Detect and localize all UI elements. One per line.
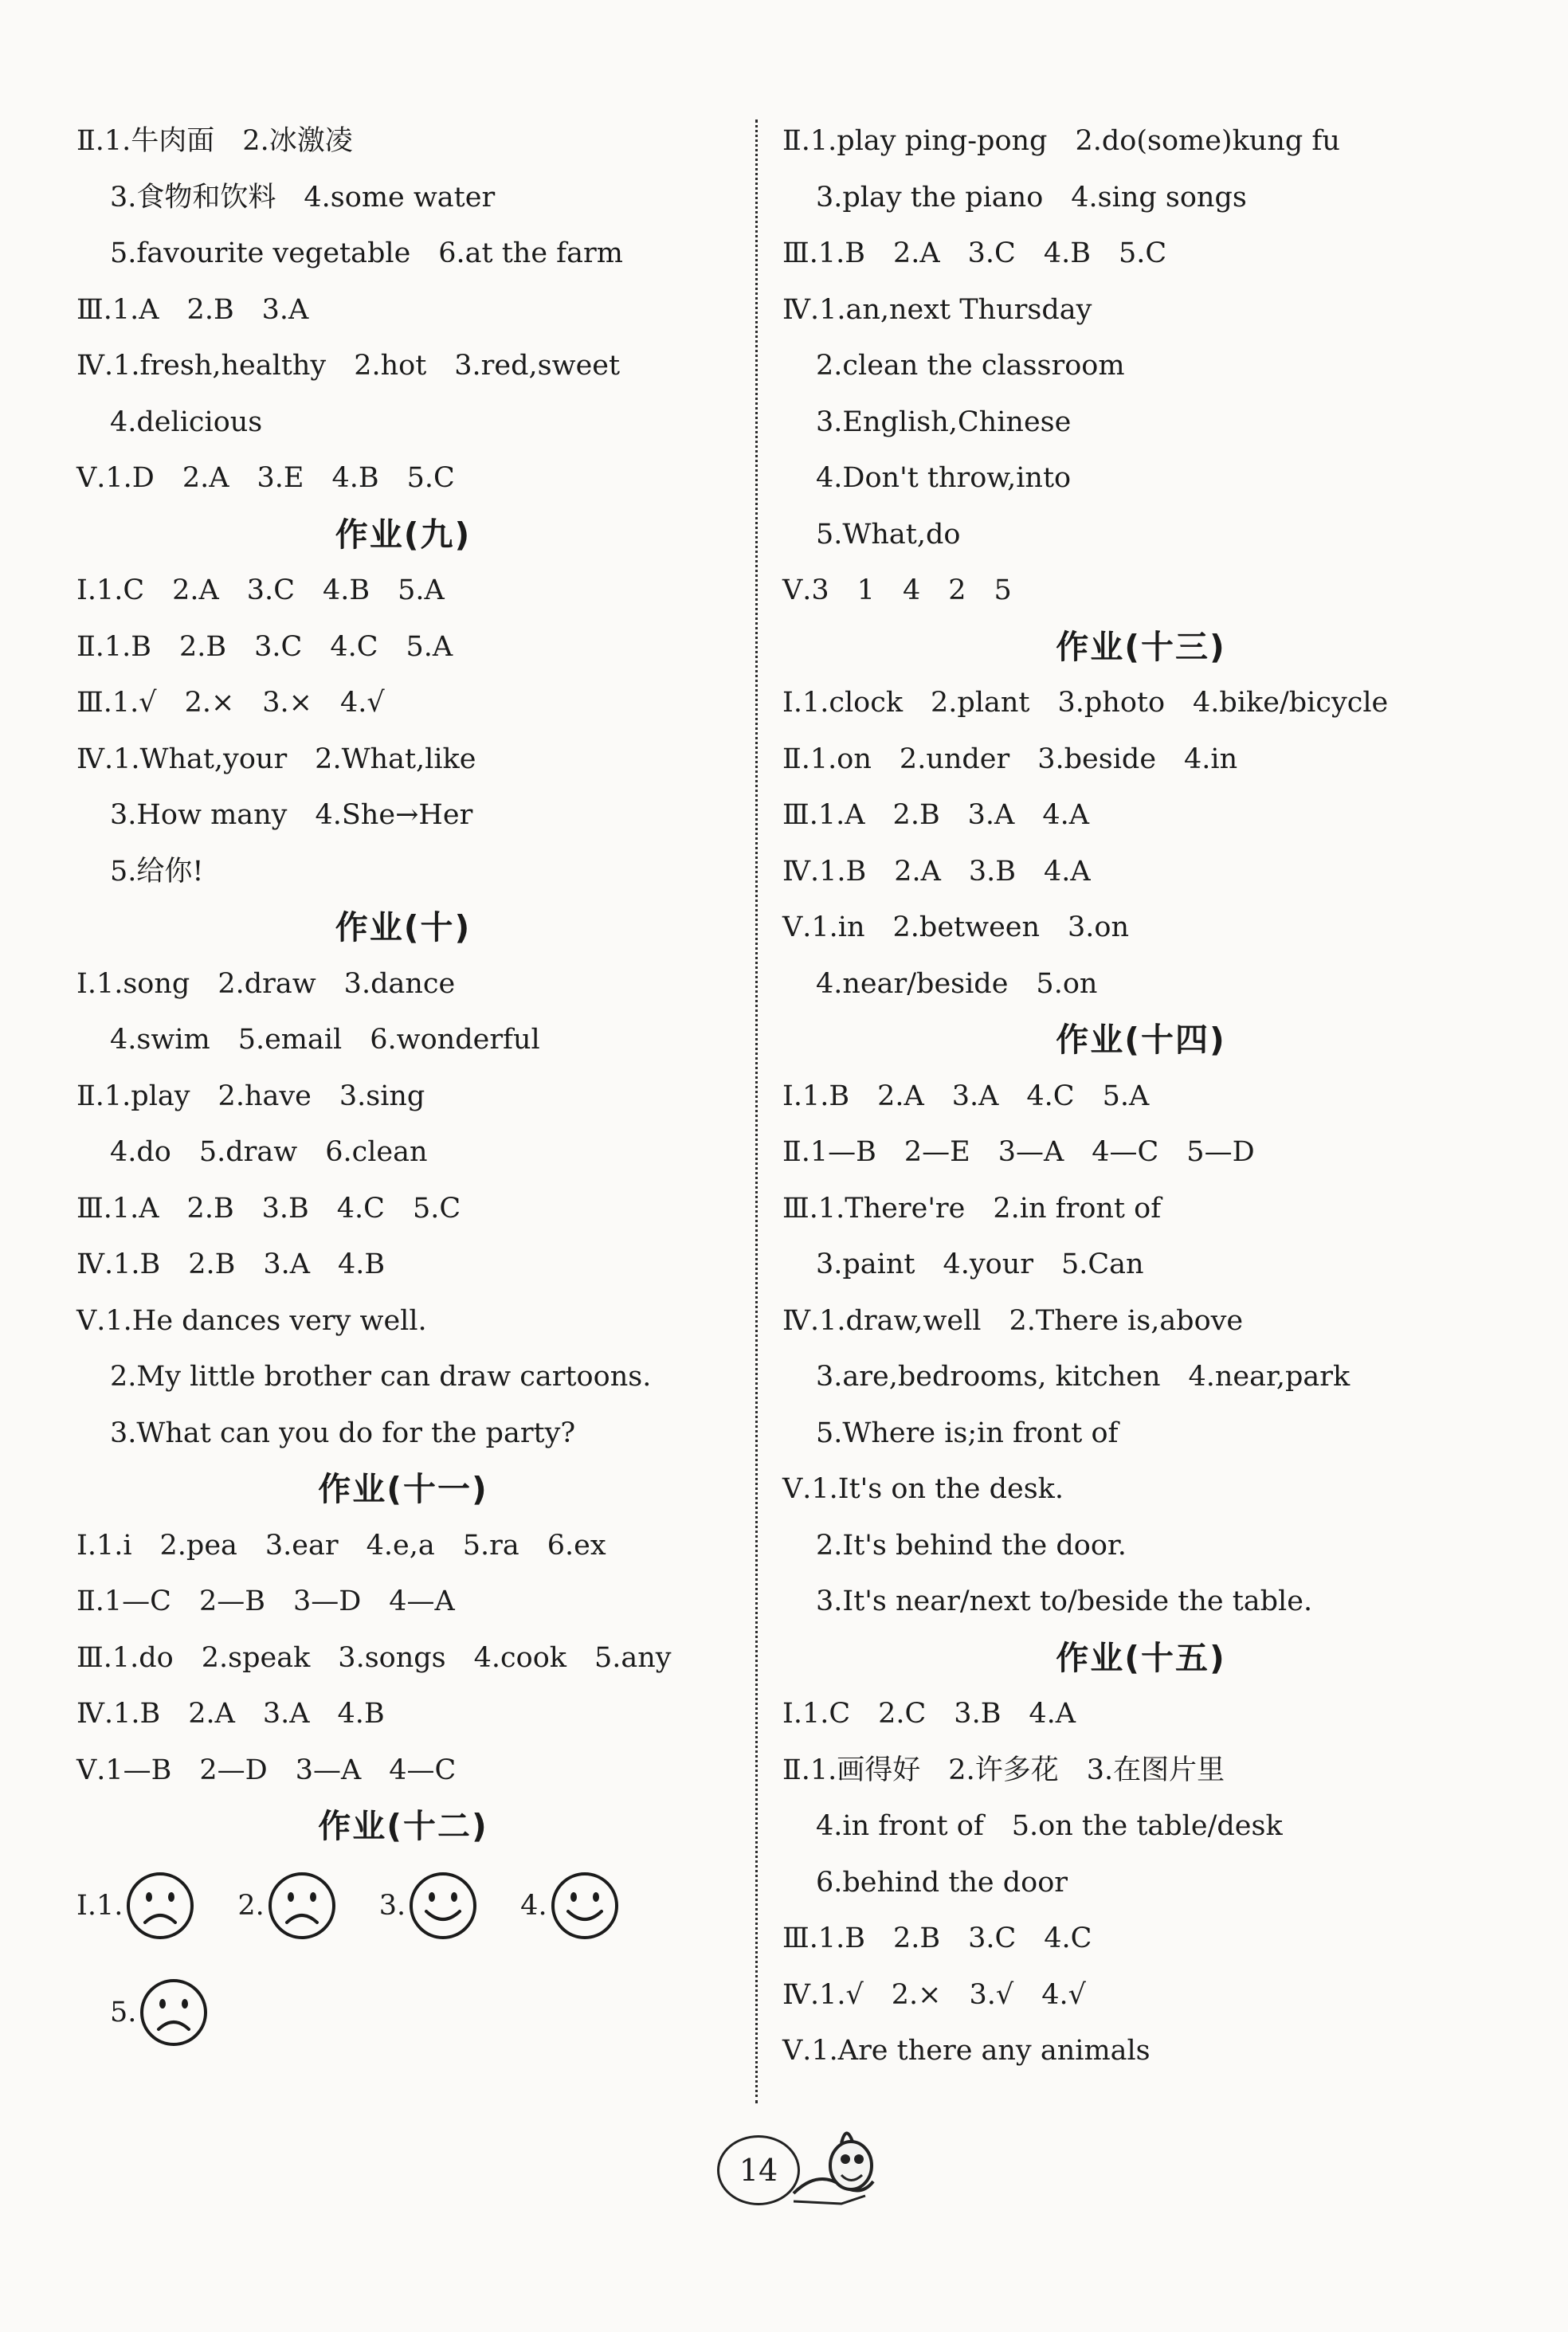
sad-face-icon xyxy=(266,1870,338,1942)
answer-line: Ⅲ.1.A 2.B 3.B 4.C 5.C xyxy=(76,1192,461,1225)
section-title-hw10: 作业(十) xyxy=(335,908,472,947)
answer-line: 4.swim 5.email 6.wonderful xyxy=(110,1024,540,1056)
answer-line: 4.in front of 5.on the table/desk xyxy=(816,1810,1283,1842)
answer-line: 5.Where is;in front of xyxy=(816,1417,1119,1449)
answer-line: 3.It's near/next to/beside the table. xyxy=(816,1585,1313,1617)
answer-line: Ⅰ.1.B 2.A 3.A 4.C 5.A xyxy=(782,1080,1150,1112)
answer-line: Ⅱ.1.牛肉面 2.冰激凌 xyxy=(76,125,353,157)
answer-line: Ⅰ.1.clock 2.plant 3.photo 4.bike/bicycle xyxy=(782,687,1389,719)
answer-line: 2.It's behind the door. xyxy=(816,1529,1127,1562)
answer-line: 3.paint 4.your 5.Can xyxy=(816,1248,1144,1280)
hw15-answers xyxy=(782,1686,1499,2079)
left-column xyxy=(76,113,730,2068)
answer-line: Ⅴ.1.Are there any animals xyxy=(782,2035,1151,2067)
happy-face-icon xyxy=(407,1870,479,1942)
hw12-faces-row xyxy=(76,1957,730,2068)
answer-line: 3.食物和饮料 4.some water xyxy=(110,181,496,214)
answer-line: Ⅲ.1.√ 2.× 3.× 4.√ xyxy=(76,687,385,719)
answer-line: 5.favourite vegetable 6.at the farm xyxy=(110,237,623,269)
answer-line: Ⅱ.1.play 2.have 3.sing xyxy=(76,1080,425,1112)
hw14-answers xyxy=(782,1068,1499,1630)
answer-line: Ⅳ.1.B 2.A 3.B 4.A xyxy=(782,855,1091,888)
answer-line: Ⅲ.1.B 2.B 3.C 4.C xyxy=(782,1922,1092,1954)
answer-line: Ⅰ.1.C 2.C 3.B 4.A xyxy=(782,1698,1076,1730)
answer-line: Ⅰ.1.i 2.pea 3.ear 4.e,a 5.ra 6.ex xyxy=(76,1529,606,1562)
sad-face-icon xyxy=(138,1977,210,2048)
answer-line: Ⅱ.1—C 2—B 3—D 4—A xyxy=(76,1585,455,1617)
hw8-answers xyxy=(76,113,730,507)
answer-line: Ⅴ.1.D 2.A 3.E 4.B 5.C xyxy=(76,462,455,494)
answer-line: Ⅲ.1.There're 2.in front of xyxy=(782,1192,1162,1225)
answer-line: 5.给你! xyxy=(110,855,204,888)
answer-line: Ⅴ.1.in 2.between 3.on xyxy=(782,911,1130,943)
page-number: 14 xyxy=(717,2135,800,2205)
answer-line: Ⅱ.1.play ping-pong 2.do(some)kung fu xyxy=(782,125,1340,157)
item-label: 4. xyxy=(520,1889,547,1922)
face-item xyxy=(379,1870,479,1942)
answer-line: Ⅳ.1.What,your 2.What,like xyxy=(76,743,476,775)
hw12-faces-row xyxy=(76,1855,730,1957)
section-title-hw11: 作业(十一) xyxy=(318,1470,488,1508)
answer-line: Ⅳ.1.√ 2.× 3.√ 4.√ xyxy=(782,1978,1086,2011)
answer-line: Ⅰ.1.C 2.A 3.C 4.B 5.A xyxy=(76,574,445,606)
answer-line: 4.delicious xyxy=(110,406,263,438)
section-title-hw14: 作业(十四) xyxy=(1056,1021,1226,1059)
sad-face-icon xyxy=(124,1870,196,1942)
answer-line: Ⅲ.1.do 2.speak 3.songs 4.cook 5.any xyxy=(76,1641,672,1674)
answer-line: Ⅴ.1.It's on the desk. xyxy=(782,1473,1064,1505)
item-label: 1. xyxy=(96,1889,123,1922)
hw12-answers-continued xyxy=(782,113,1499,619)
answer-line: 2.clean the classroom xyxy=(816,350,1125,382)
answer-line: 4.Don't throw,into xyxy=(816,462,1072,494)
answer-line: Ⅲ.1.B 2.A 3.C 4.B 5.C xyxy=(782,237,1167,269)
answer-line: 2.My little brother can draw cartoons. xyxy=(110,1361,652,1393)
answer-line: Ⅱ.1.B 2.B 3.C 4.C 5.A xyxy=(76,630,453,663)
hw11-answers xyxy=(76,1518,730,1799)
hw9-answers xyxy=(76,562,730,899)
answer-line: Ⅴ.3 1 4 2 5 xyxy=(782,574,1012,606)
answer-line: 5.What,do xyxy=(816,518,961,551)
answer-line: Ⅱ.1.on 2.under 3.beside 4.in xyxy=(782,743,1238,775)
answer-line: 4.near/beside 5.on xyxy=(816,967,1098,1000)
answer-line: 3.English,Chinese xyxy=(816,406,1072,438)
face-item xyxy=(237,1870,337,1942)
section-prefix: Ⅰ. xyxy=(76,1889,96,1922)
happy-face-icon xyxy=(549,1870,621,1942)
answer-line: 3.play the piano 4.sing songs xyxy=(816,181,1247,214)
answer-line: Ⅲ.1.A 2.B 3.A 4.A xyxy=(782,799,1090,831)
section-title-hw12: 作业(十二) xyxy=(318,1807,488,1845)
answer-line: 4.do 5.draw 6.clean xyxy=(110,1136,428,1168)
section-title-hw9: 作业(九) xyxy=(335,515,472,554)
answer-line: 3.are,bedrooms, kitchen 4.near,park xyxy=(816,1361,1350,1393)
answer-line: 3.What can you do for the party? xyxy=(110,1417,576,1449)
answer-line: Ⅰ.1.song 2.draw 3.dance xyxy=(76,967,456,1000)
item-label: 5. xyxy=(110,1996,137,2028)
answer-line: Ⅳ.1.B 2.A 3.A 4.B xyxy=(76,1698,385,1730)
hw13-answers xyxy=(782,675,1499,1012)
answer-line: Ⅱ.1.画得好 2.许多花 3.在图片里 xyxy=(782,1754,1225,1786)
answer-line: Ⅲ.1.A 2.B 3.A xyxy=(76,293,309,326)
item-label: 3. xyxy=(378,1889,406,1922)
answer-line: Ⅴ.1.He dances very well. xyxy=(76,1304,427,1337)
column-divider xyxy=(755,120,758,2103)
answer-line: Ⅴ.1—B 2—D 3—A 4—C xyxy=(76,1754,457,1786)
answer-line: 6.behind the door xyxy=(816,1866,1068,1899)
cartoon-character-icon xyxy=(786,2110,881,2213)
face-item xyxy=(520,1870,620,1942)
section-title-hw15: 作业(十五) xyxy=(1056,1638,1226,1677)
answer-line: Ⅱ.1—B 2—E 3—A 4—C 5—D xyxy=(782,1136,1255,1168)
section-title-hw13: 作业(十三) xyxy=(1056,627,1226,666)
item-label: 2. xyxy=(237,1889,265,1922)
face-item xyxy=(110,1977,210,2048)
answer-line: Ⅳ.1.draw,well 2.There is,above xyxy=(782,1304,1244,1337)
hw10-answers xyxy=(76,956,730,1462)
answer-line: Ⅳ.1.B 2.B 3.A 4.B xyxy=(76,1248,386,1280)
answer-line: Ⅳ.1.fresh,healthy 2.hot 3.red,sweet xyxy=(76,350,621,382)
right-column xyxy=(782,113,1499,2079)
answer-line: Ⅳ.1.an,next Thursday xyxy=(782,293,1092,326)
answer-line: 3.How many 4.She→Her xyxy=(110,799,473,831)
face-item xyxy=(76,1870,196,1942)
